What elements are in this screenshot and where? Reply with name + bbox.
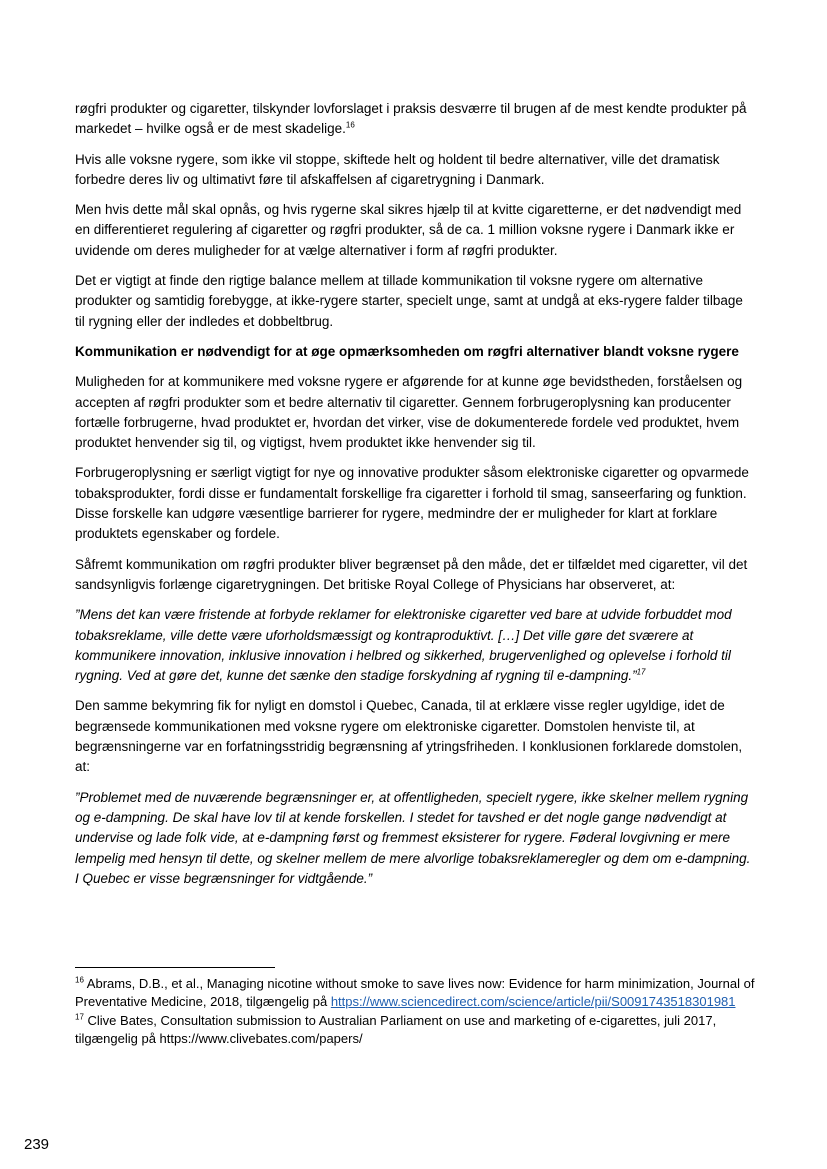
paragraph: Hvis alle voksne rygere, som ikke vil stoppe, skiftede helt og holdent til bedre alternativer, ville det dramatisk forbedre deres liv og ultimativt føre til afskaffelsen af cigaretrygning i Danmark. — [75, 151, 720, 187]
block-quote: ”Problemet med de nuværende begrænsninger er, at offentligheden, specielt rygere, ikke skelner mellem rygning og e-dampning. De skal have lov til at kende forskellen. I stedet for tavshed er det nogle gange nødvendigt at undervise og lade folk vide, at e-dampning først og fremmest eksisterer for rygere. Føderal lovgivning er mere lempelig med hensyn til dette, og skelner mellem de mere alvorlige tobaksreklameregler og dem om e-dampning. I Quebec er visse begrænsninger for vidtgående.” — [75, 789, 751, 886]
footnote-text: Abrams, D.B., et al., Managing nicotine without smoke to save lives now: Evidence for harm minimization, Journal of Preventative Medicine, 2018, tilgængelig på — [75, 976, 755, 1010]
paragraph-text: røgfri produkter og cigaretter, tilskynder lovforslaget i praksis desværre til brugen af de mest kendte produkter på markedet – hvilke også er de mest skadelige. — [75, 101, 747, 137]
footnote-link[interactable]: https://www.sciencedirect.com/science/article/pii/S0091743518301981 — [330, 994, 736, 1010]
paragraph: Forbrugeroplysning er særligt vigtigt for nye og innovative produkter såsom elektroniske cigaretter og opvarmede tobaksprodukter, fordi disse er fundamentalt forskellige fra cigaretter i forhold til smag, sanseerfaring og funktion. Disse forskelle kan udgøre væsentlige barrierer for rygere, medmindre der er muligheder for klart at forklare produktets egenskaber og fordele. — [75, 465, 749, 542]
section-heading: Kommunikation er nødvendigt for at øge opmærksomheden om røgfri alternativer blandt voksne rygere — [75, 343, 739, 359]
footnote-text: Clive Bates, Consultation submission to Australian Parliament on use and marketing of e-cigarettes, juli 2017, tilgængelig på https://www.clivebates.com/papers/ — [75, 1012, 717, 1046]
paragraph: Den samme bekymring fik for nyligt en domstol i Quebec, Canada, til at erklære visse regler ugyldige, idet de begrænsede kommunikationen med voksne rygere om elektroniske cigaretter. Domstolen henviste til, at begrænsningerne var en forfatningsstridig begrænsning af ytringsfriheden. I konklusionen forklarede domstolen, at: — [75, 698, 743, 775]
footnotes — [75, 975, 755, 1048]
footnote-number: 16 — [75, 975, 84, 985]
footnote-ref[interactable]: 17 — [636, 667, 646, 677]
paragraph: Såfremt kommunikation om røgfri produkter bliver begrænset på den måde, det er tilfældet med cigaretter, vil det sandsynligvis forlænge cigaretrygningen. Det britiske Royal College of Physicians har observeret, at: — [75, 556, 748, 592]
footnote-separator — [75, 967, 275, 968]
paragraph: Muligheden for at kommunikere med voksne rygere er afgørende for at kunne øge bevidstheden, forståelsen og accepten af røgfri produkter som et bedre alternativ til cigaretter. Gennem forbrugeroplysning kan producenter fortælle forbrugerne, hvad produktet er, hvordan det virker, vise de dokumenterede fordele ved produktet, hvem produktet henvender sig til, og vigtigst, hvem produktet ikke henvender sig til. — [75, 374, 743, 451]
document-body — [75, 99, 755, 899]
paragraph — [75, 99, 755, 140]
block-quote — [75, 605, 755, 686]
page-number: 239 — [24, 1136, 50, 1153]
footnote-number: 17 — [75, 1012, 84, 1022]
footnote-16 — [75, 975, 755, 1012]
footnote-ref[interactable]: 16 — [345, 120, 355, 130]
paragraph: Det er vigtigt at finde den rigtige balance mellem at tillade kommunikation til voksne rygere om alternative produkter og samtidig forebygge, at ikke-rygere starter, specielt unge, samt at undgå at eks-rygere falder tilbage til rygning eller der indledes et dobbeltbrug. — [75, 273, 743, 329]
footnote-17 — [75, 1012, 755, 1049]
quote-text: ”Mens det kan være fristende at forbyde reklamer for elektroniske cigaretter ved bare at udvide forbuddet mod tobaksreklame, ville dette være uforholdsmæssigt og kontraproduktivt. […] Det ville gøre det sværere at kommunikere innovation, inklusive innovation i helbred og sikkerhed, brugervenlighed og oplevelse i forhold til rygning. Ved at gøre det, kunne det sænke den stadige forskydning af rygning til e-dampning.” — [75, 607, 732, 684]
paragraph: Men hvis dette mål skal opnås, og hvis rygerne skal sikres hjælp til at kvitte cigaretterne, er det nødvendigt med en differentieret regulering af cigaretter og røgfri produkter, så de ca. 1 million voksne rygere i Danmark ikke er uvidende om deres muligheder for at vælge alternativer i form af røgfri produkter. — [75, 202, 742, 258]
